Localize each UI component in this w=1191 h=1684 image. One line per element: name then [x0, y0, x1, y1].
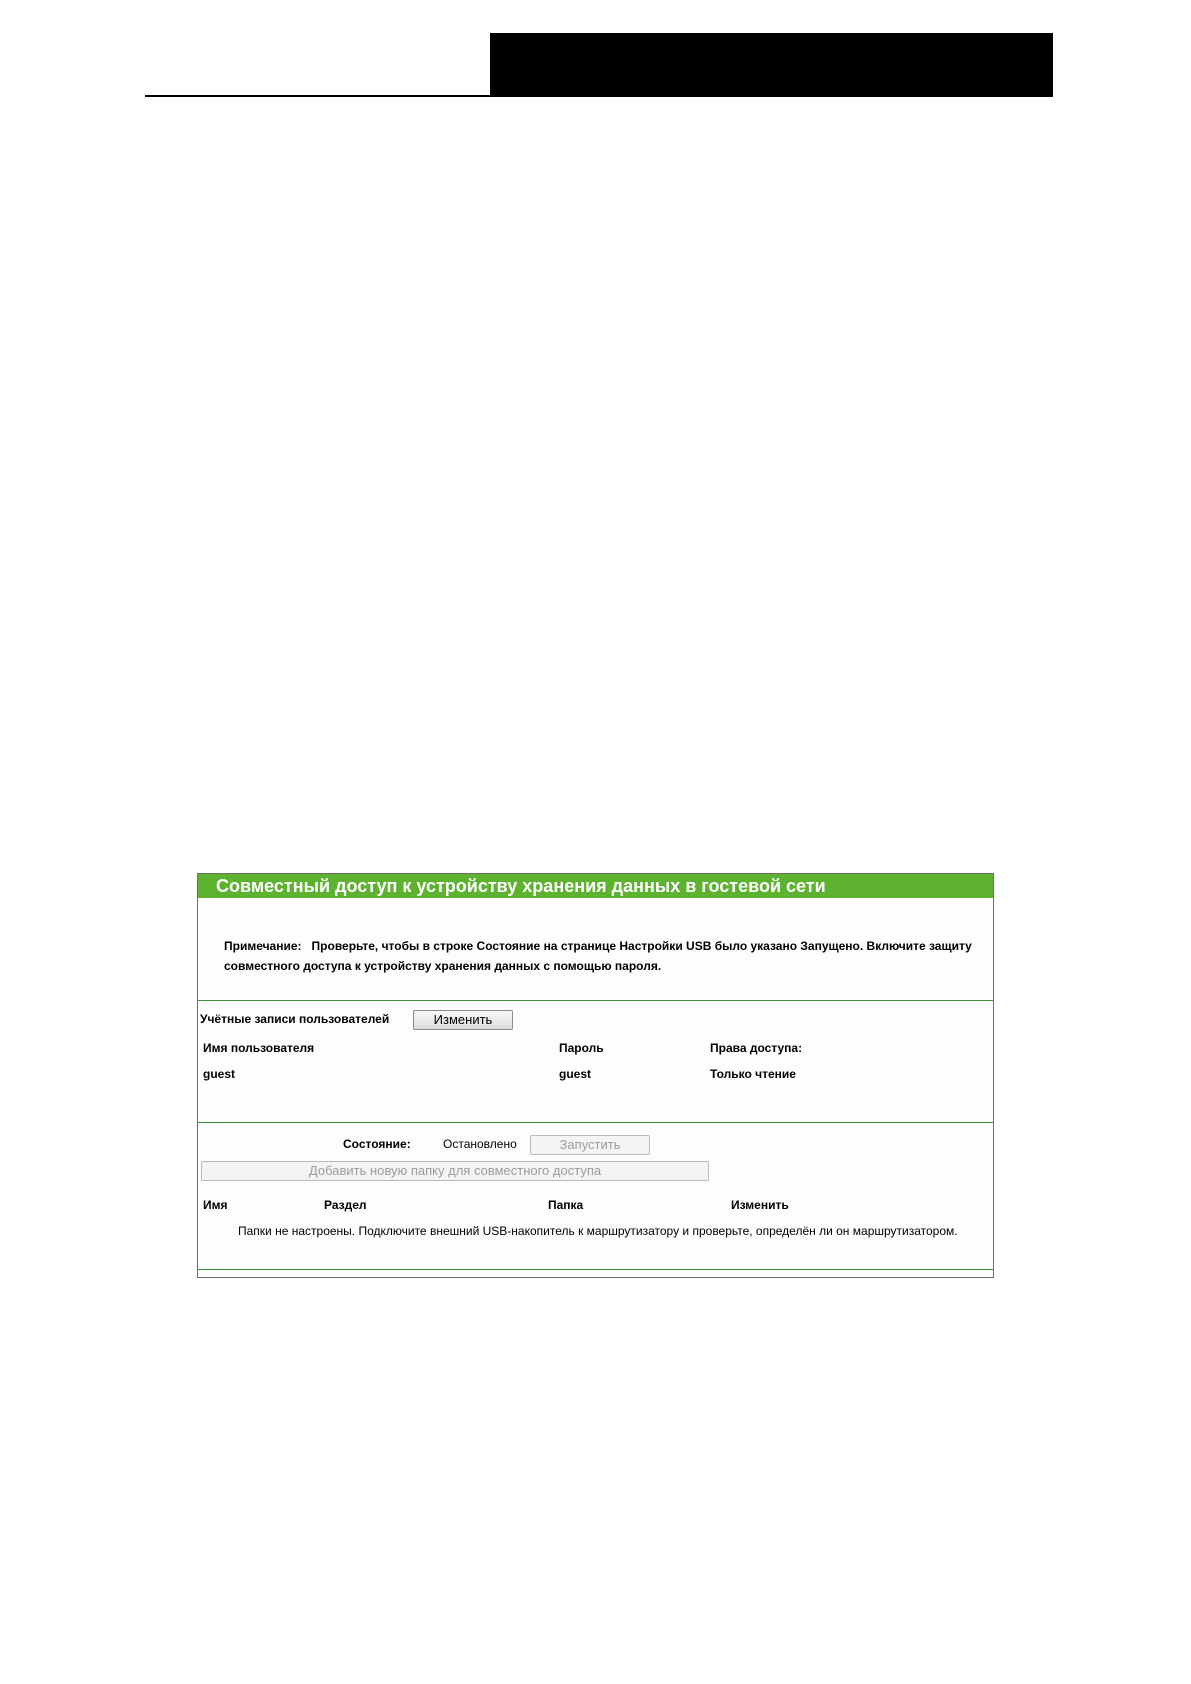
status-value: Остановлено: [443, 1137, 517, 1151]
password-header: Пароль: [559, 1041, 604, 1055]
panel-title: Совместный доступ к устройству хранения данных в гостевой сети: [198, 874, 993, 898]
guest-storage-sharing-panel: [197, 873, 994, 1278]
account-username-value: guest: [203, 1067, 236, 1081]
edit-accounts-button[interactable]: Изменить: [413, 1010, 513, 1030]
section-divider: [198, 1000, 993, 1001]
folder-modify-header: Изменить: [731, 1198, 789, 1212]
folder-name-header: Имя: [203, 1198, 228, 1212]
section-divider: [198, 1122, 993, 1123]
section-divider: [198, 1269, 993, 1270]
user-accounts-label: Учётные записи пользователей: [200, 1012, 390, 1026]
note-label: Примечание:: [224, 939, 302, 953]
access-rights-header: Права доступа:: [710, 1041, 803, 1055]
add-shared-folder-button[interactable]: Добавить новую папку для совместного доступа: [201, 1161, 709, 1181]
start-button[interactable]: Запустить: [530, 1135, 650, 1155]
status-label: Состояние:: [343, 1137, 411, 1151]
page-header-block: [490, 33, 1053, 95]
note: [224, 936, 984, 976]
account-password-value: guest: [559, 1067, 592, 1081]
no-folders-message: Папки не настроены. Подключите внешний USB-накопитель к маршрутизатору и проверьте, определён ли он маршрутизатором.: [238, 1224, 958, 1238]
folder-partition-header: Раздел: [324, 1198, 367, 1212]
account-access-value: Только чтение: [710, 1067, 796, 1081]
folder-path-header: Папка: [548, 1198, 584, 1212]
page-header-rule: [145, 95, 1053, 97]
note-text: Проверьте, чтобы в строке Состояние на странице Настройки USB было указано Запущено. Включите защиту совместного доступа к устройству хранения данных с помощью пароля.: [224, 939, 972, 973]
username-header: Имя пользователя: [203, 1041, 315, 1055]
